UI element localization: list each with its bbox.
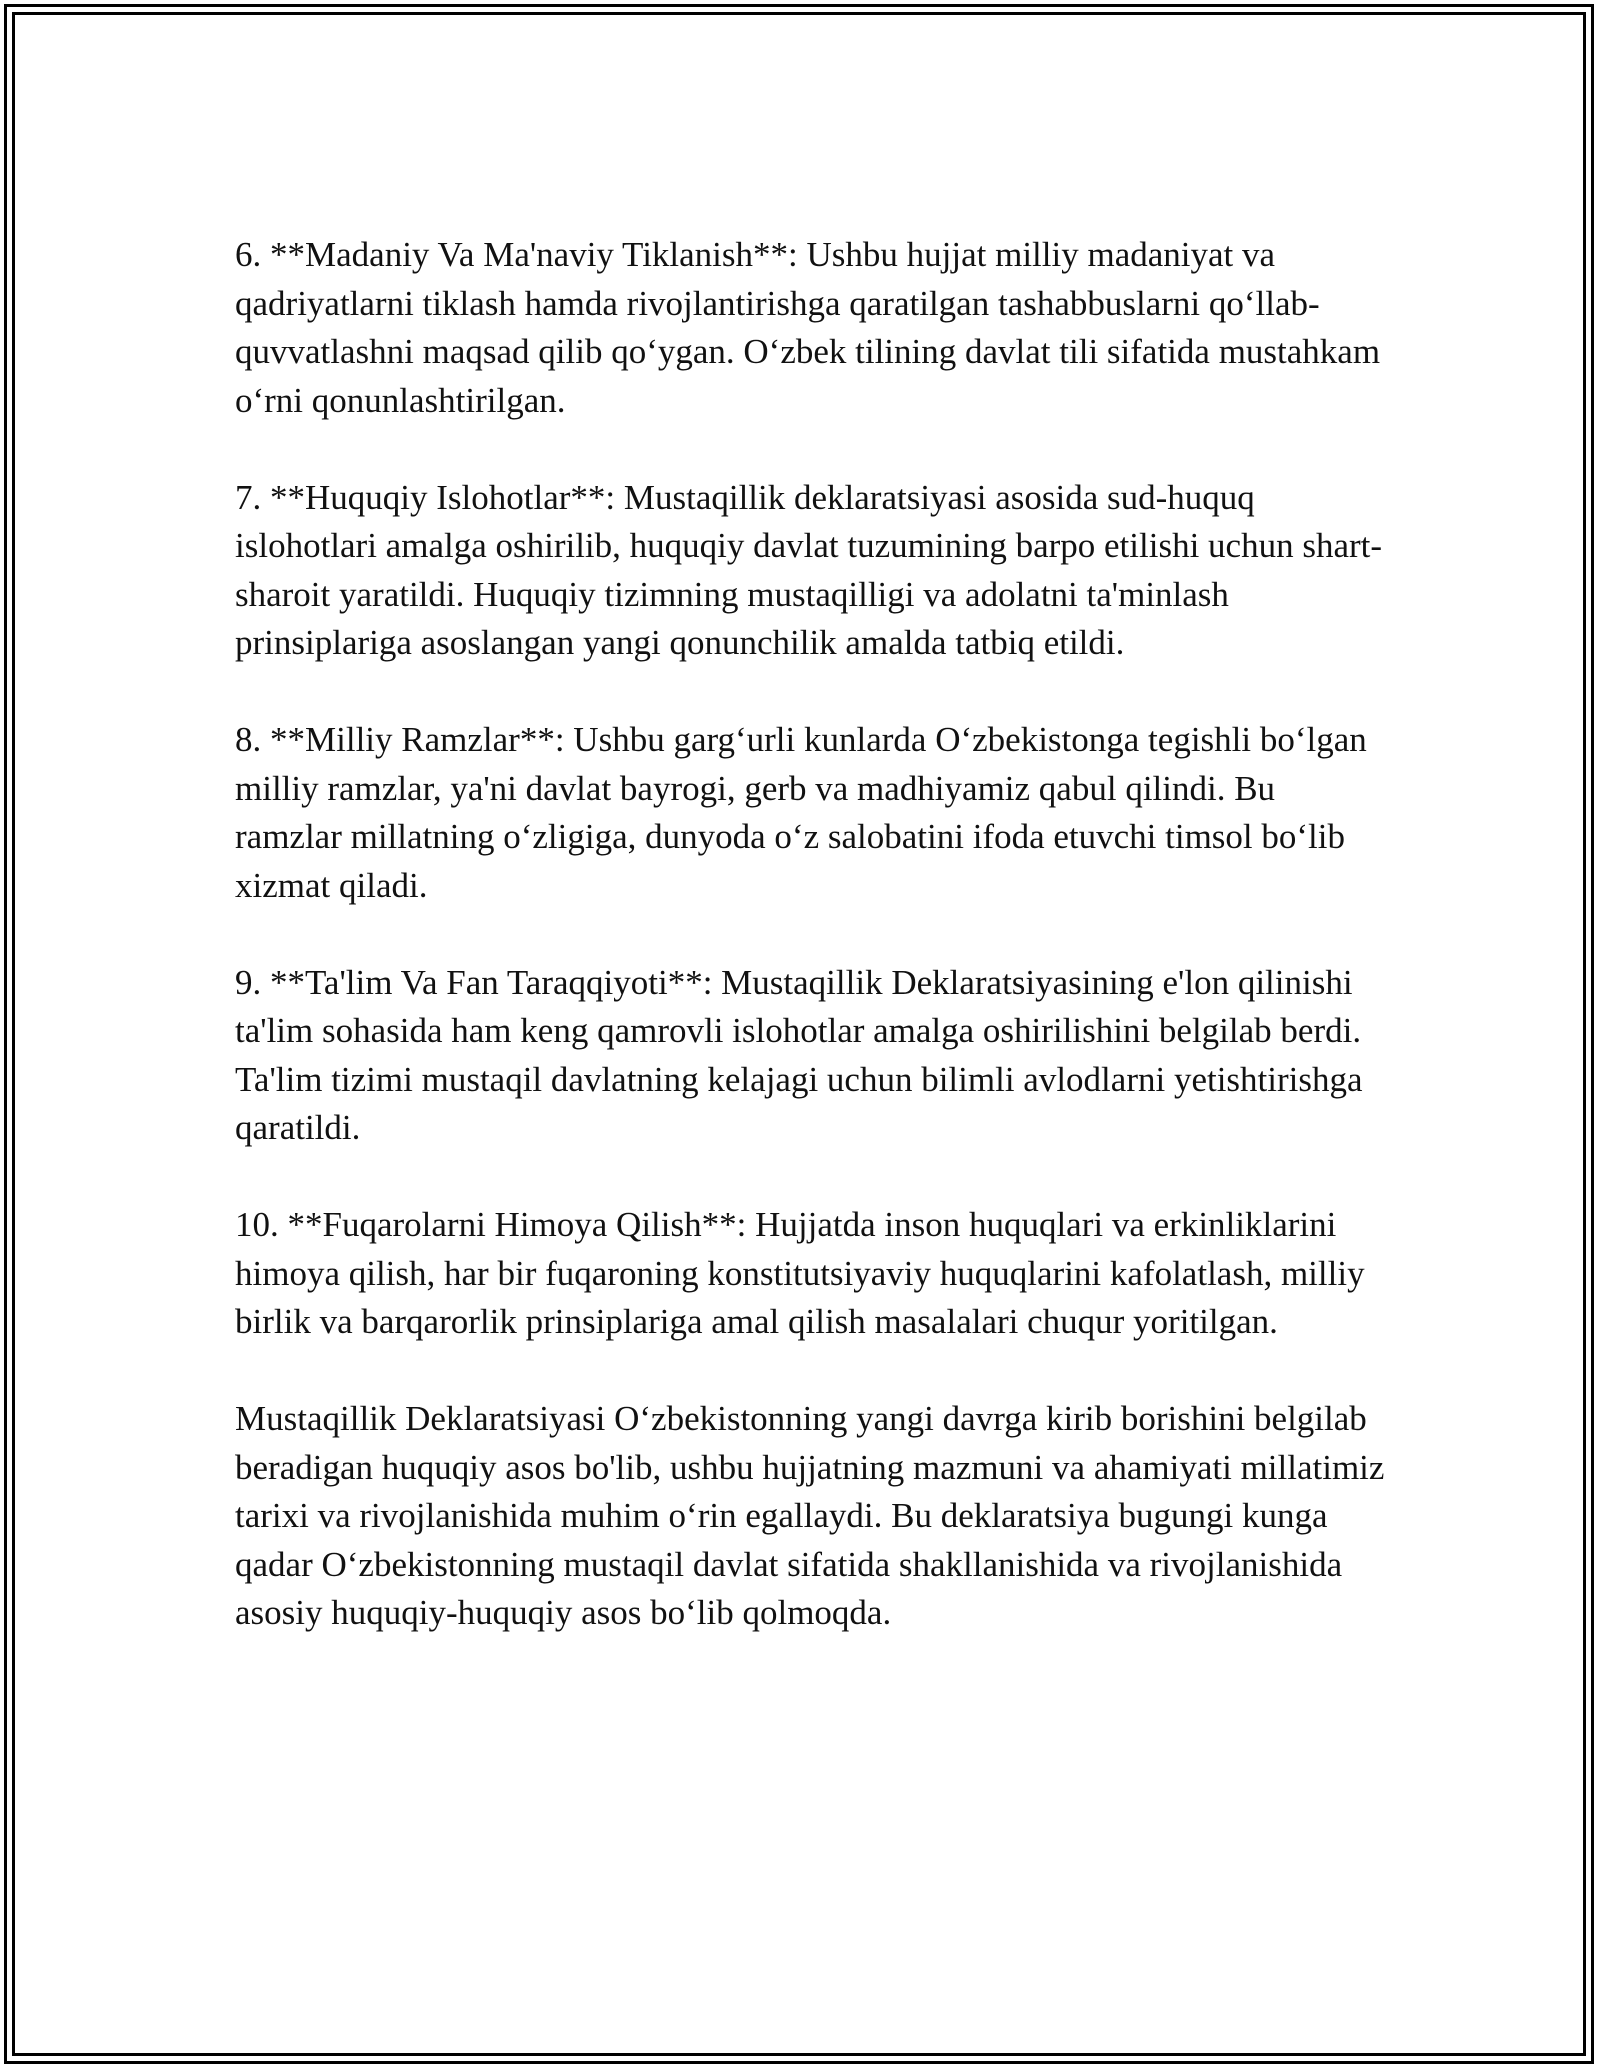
paragraph-item-9: 9. **Ta'lim Va Fan Taraqqiyoti**: Mustaqillik Deklaratsiyasining e'lon qilinishi ta'lim sohasida ham keng qamrovli islohotlar amalga oshirilishini belgilab berdi. Ta'lim tizimi mustaqil davlatning kelajagi uchun bilimli avlodlarni yetishtirishga qaratildi.	[235, 962, 1363, 1147]
paragraph-item-10: 10. **Fuqarolarni Himoya Qilish**: Hujjatda inson huquqlari va erkinliklarini himoya qilish, har bir fuqaroning konstitutsiyaviy huquqlarini kafolatlash, milliy birlik va barqarorlik prinsiplariga amal qilish masalalari chuqur yoritilgan.	[235, 1205, 1365, 1341]
document-body	[235, 231, 1385, 1686]
paragraph-item-7: 7. **Huquqiy Islohotlar**: Mustaqillik deklaratsiyasi asosida sud-huquq islohotlari amalga oshirilib, huquqiy davlat tuzumining barpo etilishi uchun shart-sharoit yaratildi. Huquqiy tizimning mustaqilligi va adolatni ta'minlash prinsiplariga asoslangan yangi qonunchilik amalda tatbiq etildi.	[235, 477, 1383, 662]
paragraph-conclusion: Mustaqillik Deklaratsiyasi O‘zbekistonning yangi davrga kirib borishini belgilab beradigan huquqiy asos bo'lib, ushbu hujjatning mazmuni va ahamiyati millatimiz tarixi va rivojlanishida muhim o‘rin egallaydi. Bu deklaratsiya bugungi kunga qadar O‘zbekistonning mustaqil davlat sifatida shakllanishida va rivojlanishida asosiy huquqiy-huquqiy asos bo‘lib qolmoqda.	[235, 1399, 1385, 1632]
paragraph-item-8: 8. **Milliy Ramzlar**: Ushbu garg‘urli kunlarda O‘zbekistonga tegishli bo‘lgan milliy ramzlar, ya'ni davlat bayrogi, gerb va madhiyamiz qabul qilindi. Bu ramzlar millatning o‘zligiga, dunyoda o‘z salobatini ifoda etuvchi timsol bo‘lib xizmat qiladi.	[235, 720, 1367, 905]
paragraph-item-6: 6. **Madaniy Va Ma'naviy Tiklanish**: Ushbu hujjat milliy madaniyat va qadriyatlarni tiklash hamda rivojlantirishga qaratilgan tashabbuslarni qo‘llab-quvvatlashni maqsad qilib qo‘ygan. O‘zbek tilining davlat tili sifatida mustahkam o‘rni qonunlashtirilgan.	[235, 235, 1381, 420]
